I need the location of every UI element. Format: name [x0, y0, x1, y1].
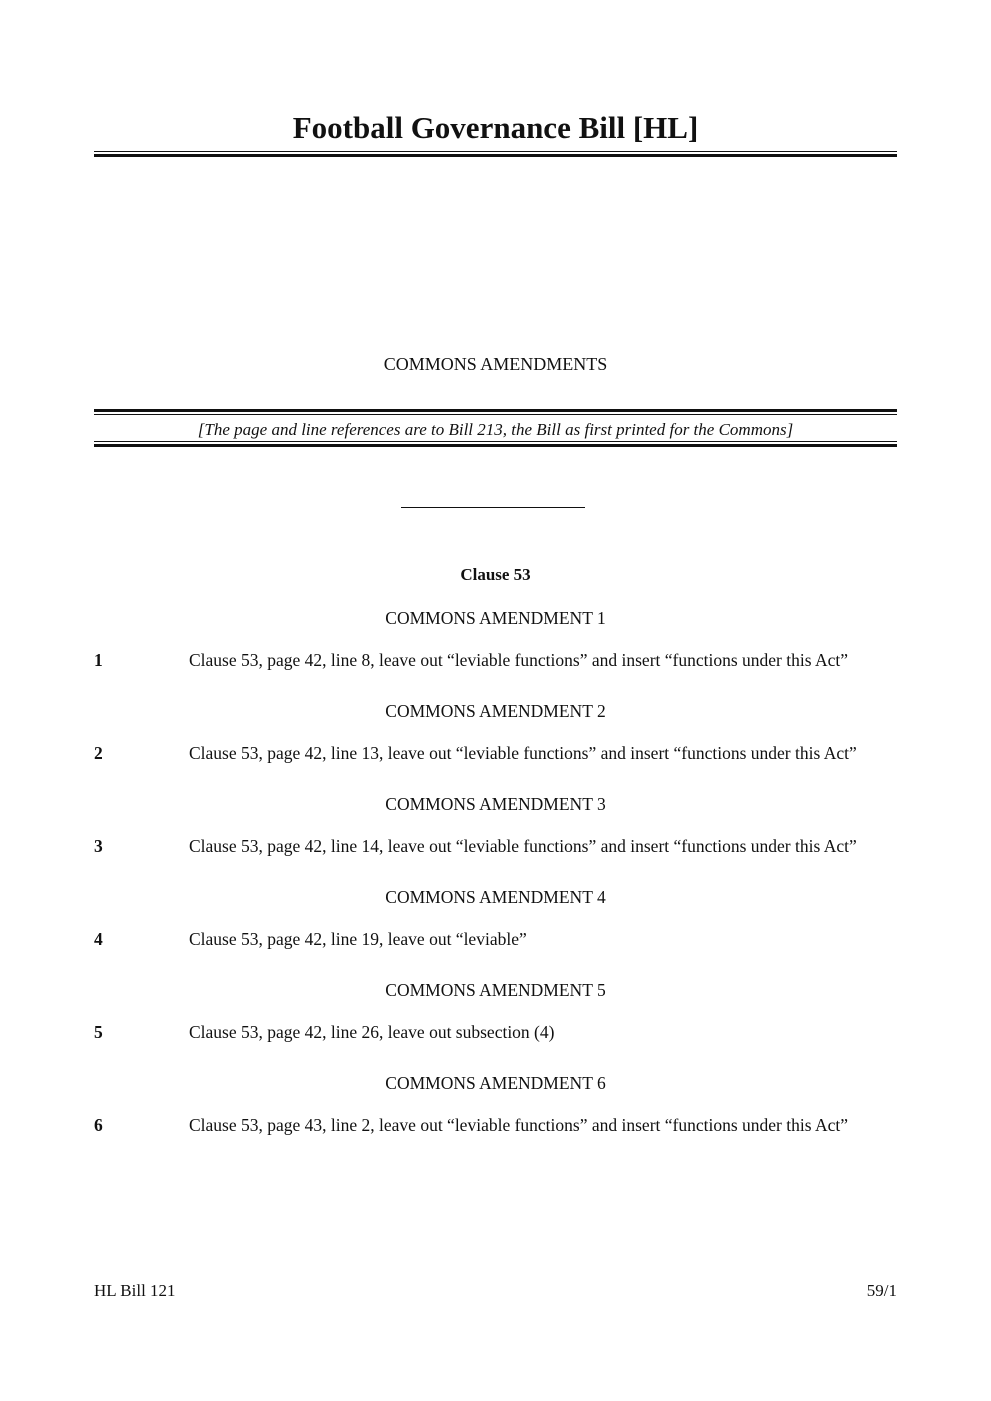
amendment-heading: COMMONS AMENDMENT 4	[385, 887, 606, 907]
amendment-number: 2	[94, 743, 103, 763]
amendment-text: Clause 53, page 42, line 26, leave out subsection (4)	[189, 1022, 555, 1042]
amendment-item	[94, 650, 897, 670]
note-rule-bottom-thin	[94, 441, 897, 442]
amendment-item	[94, 1115, 897, 1135]
amendment-heading: COMMONS AMENDMENT 1	[385, 608, 606, 628]
amendment-heading: COMMONS AMENDMENT 2	[385, 701, 606, 721]
clause-heading: Clause 53	[460, 565, 531, 584]
amendment-heading: COMMONS AMENDMENT 5	[385, 980, 606, 1000]
note-rule-top-thin	[94, 414, 897, 415]
amendment-number: 5	[94, 1022, 103, 1042]
amendment-number: 3	[94, 836, 103, 856]
title-rule-thick	[94, 154, 897, 157]
amendment-item	[94, 1022, 897, 1042]
bill-title: Football Governance Bill [HL]	[292, 110, 699, 145]
note-rule-top-thick	[94, 409, 897, 412]
amendment-number: 6	[94, 1115, 103, 1135]
section-divider	[401, 507, 585, 508]
amendment-text: Clause 53, page 42, line 19, leave out “leviable”	[189, 929, 527, 949]
amendment-number: 4	[94, 929, 103, 949]
amendment-text: Clause 53, page 42, line 14, leave out “leviable functions” and insert “functions under this Act”	[189, 836, 857, 856]
amendment-text: Clause 53, page 42, line 13, leave out “leviable functions” and insert “functions under this Act”	[189, 743, 857, 763]
amendment-item	[94, 836, 897, 856]
amendment-heading: COMMONS AMENDMENT 6	[385, 1073, 606, 1093]
amendment-item	[94, 743, 897, 763]
note-rule-bottom-thick	[94, 444, 897, 447]
amendment-text: Clause 53, page 43, line 2, leave out “leviable functions” and insert “functions under this Act”	[189, 1115, 848, 1135]
amendment-text: Clause 53, page 42, line 8, leave out “leviable functions” and insert “functions under this Act”	[189, 650, 848, 670]
amendments-list	[94, 608, 897, 1166]
reference-note: [The page and line references are to Bill 213, the Bill as first printed for the Commons]	[197, 420, 794, 439]
document-subtitle: COMMONS AMENDMENTS	[383, 354, 608, 374]
amendment-number: 1	[94, 650, 103, 670]
amendment-heading: COMMONS AMENDMENT 3	[385, 794, 606, 814]
amendment-item	[94, 929, 897, 949]
footer-page-ref: 59/1	[866, 1281, 897, 1300]
title-rule-thin	[94, 151, 897, 152]
footer-bill-number: HL Bill 121	[94, 1281, 176, 1300]
